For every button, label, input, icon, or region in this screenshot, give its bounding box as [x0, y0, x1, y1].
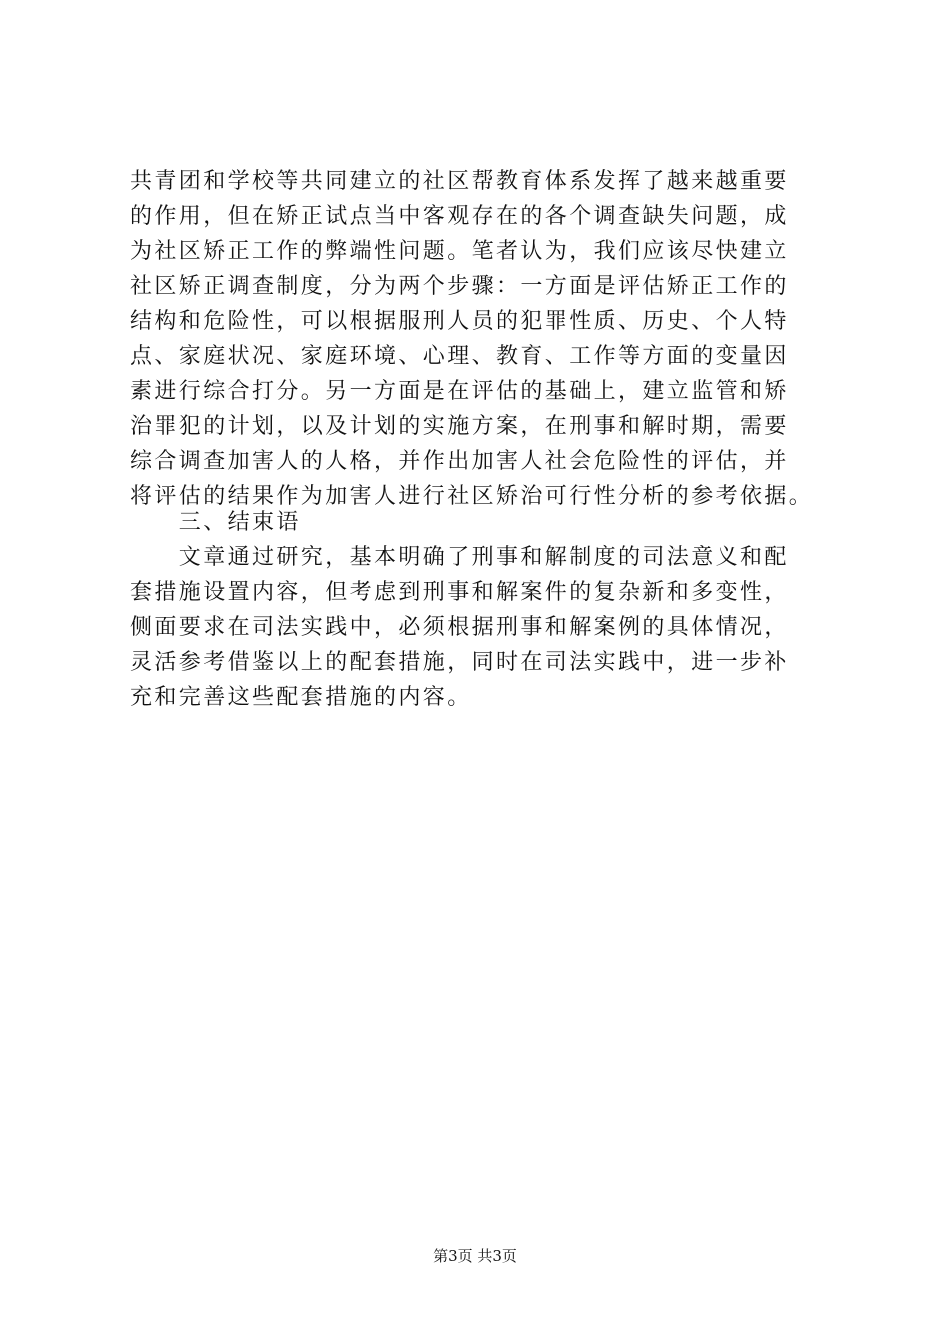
text-line: 侧面要求在司法实践中，必须根据刑事和解案例的具体情况， [130, 615, 789, 640]
text-line: 的作用，但在矫正试点当中客观存在的各个调查缺失问题，成 [130, 204, 789, 229]
text-line: 为社区矫正工作的弊端性问题。笔者认为，我们应该尽快建立 [130, 239, 789, 264]
text-line: 结构和危险性，可以根据服刑人员的犯罪性质、历史、个人特 [130, 309, 789, 334]
text-line: 灵活参考借鉴以上的配套措施，同时在司法实践中，进一步补 [130, 650, 789, 675]
text-line: 社区矫正调查制度，分为两个步骤：一方面是评估矫正工作的 [130, 274, 789, 299]
text-line: 共青团和学校等共同建立的社区帮教育体系发挥了越来越重要 [130, 169, 789, 194]
text-line: 综合调查加害人的人格，并作出加害人社会危险性的评估，并 [130, 449, 789, 474]
text-line: 素进行综合打分。另一方面是在评估的基础上，建立监管和矫 [130, 379, 789, 404]
section-heading: 三、结束语 [130, 510, 301, 535]
text-line: 套措施设置内容，但考虑到刑事和解案件的复杂新和多变性， [130, 580, 789, 605]
text-line: 文章通过研究，基本明确了刑事和解制度的司法意义和配 [130, 545, 789, 570]
section-conclusion [130, 505, 850, 715]
text-line: 充和完善这些配套措施的内容。 [130, 685, 472, 710]
paragraph-continued [130, 164, 850, 514]
text-line: 治罪犯的计划，以及计划的实施方案，在刑事和解时期，需要 [130, 414, 789, 439]
page-footer [0, 1246, 950, 1266]
text-line: 将评估的结果作为加害人进行社区矫治可行性分析的参考依据。 [130, 484, 814, 509]
text-line: 点、家庭状况、家庭环境、心理、教育、工作等方面的变量因 [130, 344, 789, 369]
page-number: 第3页 共3页 [433, 1247, 517, 1265]
